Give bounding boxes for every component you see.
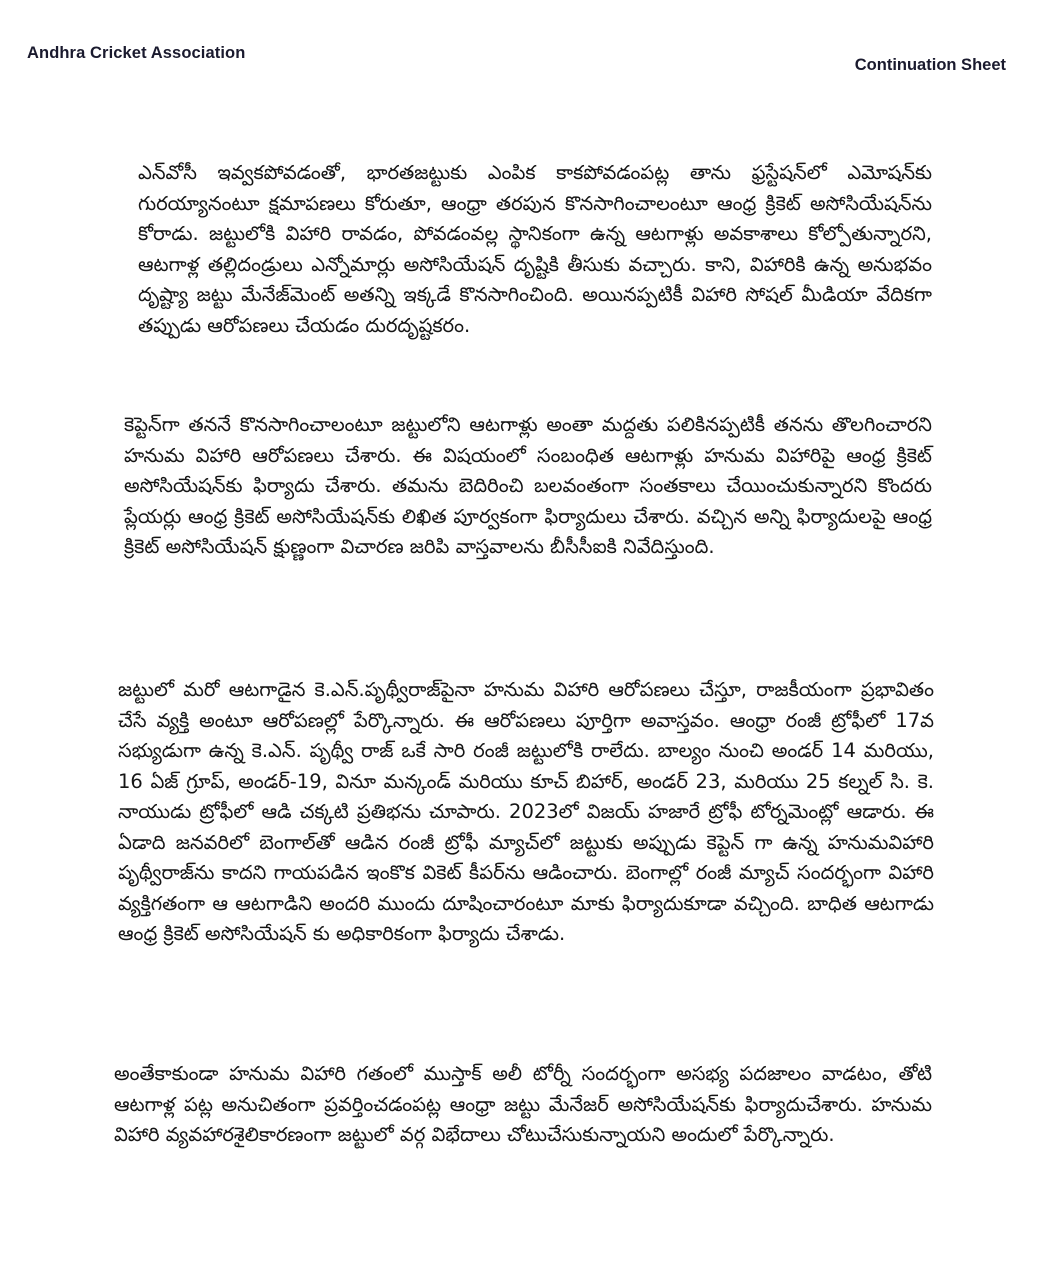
sheet-label: Continuation Sheet <box>854 56 1006 74</box>
paragraph: కెప్టెన్‌గా తననే కొనసాగించాలంటూ జట్టులోని ఆటగాళ్లు అంతా మద్దతు పలికినప్పటికీ తనను తొలగించారని హనుమ విహారి ఆరోపణలు చేశారు. ఈ విషయంలో సంబంధిత ఆటగాళ్లు హనుమ విహారిపై ఆంధ్ర క్రికెట్ అసోసియేషన్‌కు ఫిర్యాదు చేశారు. తమను బెదిరించి బలవంతంగా సంతకాలు చేయించుకున్నారని కొందరు ప్లేయర్లు ఆంధ్ర క్రికెట్ అసోసియేషన్‌కు లిఖిత పూర్వకంగా ఫిర్యాదులు చేశారు. వచ్చిన అన్ని ఫిర్యాదులపై ఆంధ్ర క్రికెట్ అసోసియేషన్ క్షుణ్ణంగా విచారణ జరిపి వాస్తవాలను బీసీసీఐకి నివేదిస్తుంది. <box>124 413 932 558</box>
paragraph: అంతేకాకుండా హనుమ విహారి గతంలో ముస్తాక్ అలీ టోర్నీ సందర్భంగా అసభ్య పదజాలం వాడటం, తోటి ఆటగాళ్ల పట్ల అనుచితంగా ప్రవర్తించడంపట్ల ఆంధ్రా జట్టు మేనేజర్ అసోసియేషన్‌కు ఫిర్యాదుచేశారు. హనుమ విహారి వ్యవహారశైలికారణంగా జట్టులో వర్గ విభేదాలు చోటుచేసుకున్నాయని అందులో పేర్కొన్నారు. <box>114 1062 932 1146</box>
paragraph: ఎన్‌వోసీ ఇవ్వకపోవడంతో, భారతజట్టుకు ఎంపిక కాకపోవడంపట్ల తాను ఫ్రస్టేషన్‌లో ఎమోషన్‌కు గురయ్యానంటూ క్షమాపణలు కోరుతూ, ఆంధ్రా తరపున కొనసాగించాలంటూ ఆంధ్ర క్రికెట్ అసోసియేషన్‌ను కోరాడు. జట్టులోకి విహారి రావడం, పోవడంవల్ల స్థానికంగా ఉన్న ఆటగాళ్లు అవకాశాలు కోల్పోతున్నారని, ఆటగాళ్ల తల్లిదండ్రులు ఎన్నోమార్లు అసోసియేషన్ దృష్టికి తీసుకు వచ్చారు. కాని, విహారికి ఉన్న అనుభవం దృష్ట్యా జట్టు మేనేజ్‌మెంట్ అతన్ని ఇక్కడే కొనసాగించింది. అయినప్పటికీ విహారి సోషల్ మీడియా వేదికగా తప్పుడు ఆరోపణలు చేయడం దురదృష్టకరం. <box>138 161 932 337</box>
paragraph: జట్టులో మరో ఆటగాడైన కె.ఎన్.పృథ్వీరాజ్‌పైనా హనుమ విహారి ఆరోపణలు చేస్తూ, రాజకీయంగా ప్రభావితం చేసే వ్యక్తి అంటూ ఆరోపణల్లో పేర్కొన్నారు. ఈ ఆరోపణలు పూర్తిగా అవాస్తవం. ఆంధ్రా రంజీ ట్రోఫీలో 17వ సభ్యుడుగా ఉన్న కె.ఎన్. పృథ్వీ రాజ్ ఒకే సారి రంజీ జట్టులోకి రాలేదు. బాల్యం నుంచి అండర్ 14 మరియు, 16 ఏజ్ గ్రూప్, అండర్-19, వినూ మన్కండ్ మరియు కూచ్ బిహార్, అండర్ 23, మరియు 25 కల్నల్ సి. కె. నాయుడు ట్రోఫీలో ఆడి చక్కటి ప్రతిభను చూపారు. 2023లో విజయ్ హజారే ట్రోఫీ టోర్నమెంట్లో ఆడారు. ఈ ఏడాది జనవరిలో బెంగాల్‌తో ఆడిన రంజీ ట్రోఫీ మ్యాచ్‌లో జట్టుకు అప్పుడు కెప్టెన్ గా ఉన్న హనుమవిహారి పృథ్వీరాజ్‌ను కాదని గాయపడిన ఇంకొక వికెట్ కీపర్‌ను ఆడించారు. బెంగాల్లో రంజీ మ్యాచ్ సందర్భంగా విహారి వ్యక్తిగతంగా ఆ ఆటగాడిని అందరి ముందు దూషించారంటూ మాకు ఫిర్యాదుకూడా వచ్చింది. బాధిత ఆటగాడు ఆంధ్ర క్రికెట్ అసోసియేషన్ కు అధికారికంగా ఫిర్యాదు చేశాడు. <box>118 678 934 945</box>
organization-name: Andhra Cricket Association <box>27 44 246 62</box>
